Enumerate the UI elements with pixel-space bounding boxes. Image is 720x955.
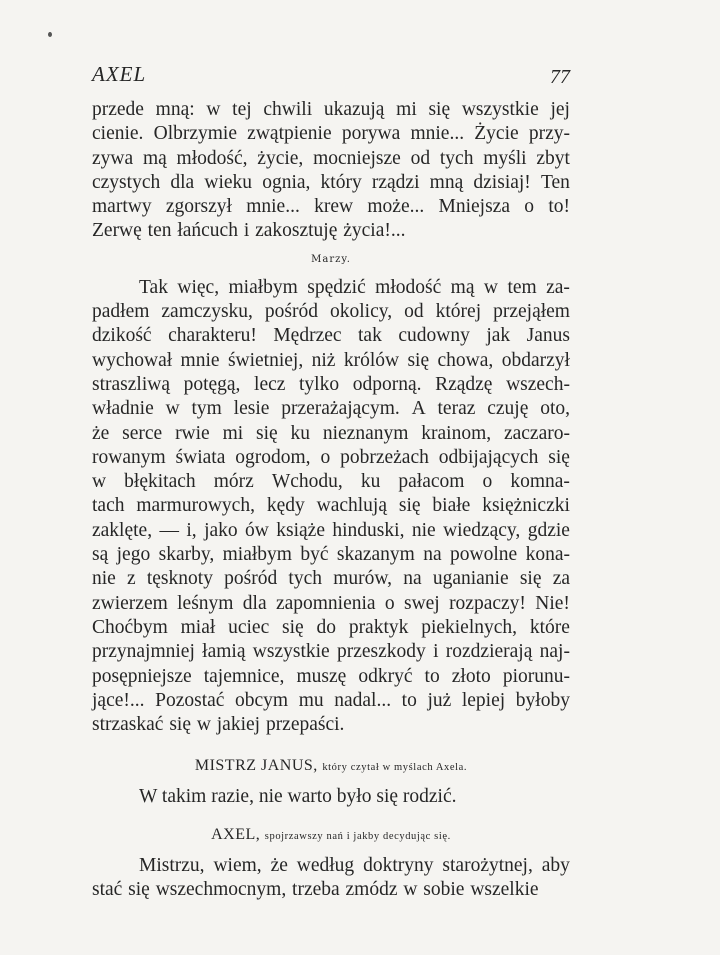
word: zbyt	[536, 147, 570, 169]
stage-direction: Marzy.	[311, 253, 351, 265]
word: mną:	[155, 99, 195, 120]
word: na	[423, 544, 442, 566]
word: przerażającym.	[281, 398, 400, 420]
word: obdarzył	[501, 349, 570, 371]
word: mnie	[180, 349, 220, 371]
word: łamią	[202, 641, 246, 663]
word: złoto	[451, 665, 491, 687]
word: Pozostać	[155, 689, 225, 711]
paragraph-3	[92, 854, 570, 903]
word: Zerwę	[92, 220, 142, 242]
running-title: AXEL	[92, 62, 147, 86]
word: odkryć	[358, 665, 413, 687]
word: o	[482, 471, 493, 493]
text-line	[92, 195, 570, 219]
word: porywa	[341, 123, 401, 145]
word: o	[524, 196, 535, 218]
word: są	[92, 544, 109, 566]
speaker-direction: spojrzawszy nań i jakby decydując się.	[264, 830, 451, 842]
word: posępniejsze	[92, 665, 192, 687]
word: zamczysku,	[161, 301, 253, 323]
word: powolne	[450, 544, 518, 566]
word: doktryny	[363, 854, 434, 876]
word: to!	[548, 196, 570, 218]
ink-speck	[48, 32, 52, 37]
page-body	[92, 98, 570, 902]
word: charakteru!	[168, 325, 257, 347]
word: pałacom	[398, 471, 465, 493]
word: miałbym	[222, 544, 292, 566]
word: oto,	[540, 398, 570, 420]
word: i,	[186, 519, 197, 541]
word: Janus	[526, 325, 570, 347]
word: aby	[541, 854, 570, 876]
word: się	[256, 422, 278, 444]
word: wszechmocnym,	[155, 879, 287, 901]
word: nadal...	[334, 689, 392, 711]
word: cudowny	[398, 325, 470, 347]
word: tak	[358, 325, 382, 347]
word: tach	[92, 495, 125, 517]
word: kędy	[266, 495, 305, 517]
text-line	[92, 519, 570, 543]
word: tym	[191, 398, 222, 420]
text-line	[92, 219, 570, 243]
word: okolicy,	[330, 301, 393, 323]
word: się	[519, 568, 542, 590]
word: wychował	[92, 349, 173, 371]
word: piorunu-	[502, 665, 570, 687]
word: padłem	[92, 301, 150, 323]
word: tem	[507, 276, 537, 298]
word: się	[407, 349, 430, 371]
word: w	[403, 879, 418, 901]
word: teraz	[437, 398, 476, 420]
word: straszliwą	[92, 373, 170, 395]
word: wachlują	[316, 495, 387, 517]
word: potęgą,	[183, 373, 241, 395]
word: rwie	[175, 422, 210, 444]
paragraph-1	[92, 98, 570, 244]
text-line	[92, 640, 570, 664]
word: się	[169, 714, 191, 736]
word: mą	[142, 147, 167, 169]
word: się	[128, 879, 150, 901]
word: i	[433, 641, 439, 663]
word: od	[410, 147, 431, 169]
word: chwili	[263, 99, 313, 120]
speaker-heading-janus	[92, 755, 570, 779]
word: której	[435, 301, 482, 323]
word: nieznanym	[322, 422, 409, 444]
word: o	[320, 446, 331, 468]
word: przeszkody	[336, 641, 426, 663]
text-line	[92, 300, 570, 324]
word: piekielnych,	[421, 616, 518, 638]
word: marmurowych,	[136, 495, 255, 517]
word: to	[401, 689, 417, 711]
word: pośród	[264, 301, 319, 323]
word: chowa,	[437, 349, 494, 371]
word: dla	[242, 592, 267, 614]
word: starożytnej,	[442, 854, 533, 876]
speaker-heading-axel	[92, 824, 570, 848]
word: A	[411, 398, 426, 420]
word: zaczaro-	[503, 422, 570, 444]
word: za-	[546, 276, 570, 298]
word: praktyk	[348, 616, 409, 638]
janus-line	[92, 785, 570, 809]
word: Choćbym	[92, 616, 168, 638]
text-line	[92, 878, 570, 902]
word: —	[159, 519, 179, 541]
word: w	[206, 99, 221, 120]
text-line	[92, 543, 570, 567]
word: białe	[432, 495, 471, 517]
word: świetniej,	[227, 349, 304, 371]
word: w	[165, 398, 180, 420]
word: mi	[396, 99, 417, 120]
word: Mniejsza	[438, 196, 510, 218]
word: nie	[411, 519, 436, 541]
text-line	[92, 616, 570, 640]
word: rozdzierają	[445, 641, 533, 663]
word: już	[427, 689, 452, 711]
word: strzaskać	[92, 714, 164, 736]
word: czuję	[487, 398, 529, 420]
word: mocniejsze	[313, 147, 401, 169]
word: muszę	[296, 665, 347, 687]
word: życia!...	[343, 220, 406, 242]
word: przy-	[528, 123, 570, 145]
word: ukazują	[323, 99, 385, 120]
word: trzeba	[292, 879, 340, 901]
text-line	[92, 147, 570, 171]
text-line	[92, 567, 570, 591]
word: młodość,	[176, 147, 248, 169]
word: do	[316, 616, 337, 638]
word: hinduski,	[332, 519, 405, 541]
word: zwierzem	[92, 592, 168, 614]
word: za	[552, 568, 570, 590]
word: książe	[276, 519, 325, 541]
word: tęsknoty	[146, 568, 213, 590]
word: zwątpienie	[247, 123, 332, 145]
word: że	[92, 422, 110, 444]
word: władnie	[92, 398, 154, 420]
word: spędzić	[307, 276, 366, 298]
word: mu	[298, 689, 324, 711]
text-line	[92, 689, 570, 713]
word: dzikość	[92, 325, 152, 347]
word: lesie	[233, 398, 270, 420]
word: wiedzący,	[443, 519, 521, 541]
text-line	[92, 373, 570, 397]
page-number: 77	[550, 66, 570, 88]
word: wieku	[204, 171, 253, 193]
word: przede	[92, 99, 144, 120]
word: myśli	[483, 147, 527, 169]
word: ogrodom,	[235, 446, 311, 468]
word: jego	[116, 544, 151, 566]
word: murów,	[333, 568, 393, 590]
word: zapomnienia	[275, 592, 376, 614]
word: komna-	[510, 471, 570, 493]
word: przejąłem	[493, 301, 570, 323]
word: tajemnice,	[203, 665, 285, 687]
word: martwy	[92, 196, 152, 218]
word: Rządzę	[435, 373, 493, 395]
word: cienie.	[92, 123, 144, 145]
word: niż	[311, 349, 336, 371]
word: wszech-	[506, 373, 570, 395]
word: który	[320, 171, 362, 193]
word: zmódz	[345, 879, 398, 901]
text-line	[92, 446, 570, 470]
word: przynajmniej	[92, 641, 195, 663]
word: tylko	[299, 373, 340, 395]
word: Mędrzec	[273, 325, 342, 347]
word: tych	[288, 568, 322, 590]
text-line	[92, 397, 570, 421]
word: rozpaczy!	[449, 592, 526, 614]
word: odbijających	[438, 446, 539, 468]
word: serce	[122, 422, 163, 444]
word: błękitach	[124, 471, 196, 493]
word: się	[398, 495, 421, 517]
word: mnie...	[246, 196, 300, 218]
text-line	[92, 494, 570, 518]
word: księżniczki	[482, 495, 570, 517]
word: że	[270, 854, 288, 876]
word: życie,	[257, 147, 304, 169]
word: w	[196, 714, 211, 736]
word: sobie	[423, 879, 465, 901]
text-line	[92, 171, 570, 195]
word: się	[282, 616, 304, 638]
word: jące!...	[92, 689, 145, 711]
word: lecz	[254, 373, 286, 395]
word: wszystkie	[252, 641, 330, 663]
word: odporną.	[352, 373, 422, 395]
word: stać	[92, 879, 123, 901]
word: obcym	[235, 689, 289, 711]
word: zywa	[92, 147, 134, 169]
word: w	[483, 276, 499, 298]
word: uganianie	[432, 568, 509, 590]
word: dla	[170, 171, 195, 193]
word: krew	[314, 196, 354, 218]
janus-line-text: W takim razie, nie warto było się rodzić.	[139, 786, 457, 808]
word: pośród	[224, 568, 278, 590]
word: się	[428, 99, 451, 120]
word: być	[300, 544, 329, 566]
word: miałbym	[228, 276, 298, 298]
word: skazanym	[336, 544, 415, 566]
word: to	[424, 665, 440, 687]
text-line	[92, 324, 570, 348]
word: byłoby	[515, 689, 570, 711]
paragraph-2	[92, 276, 570, 738]
text-line	[92, 470, 570, 494]
word: w	[92, 471, 107, 493]
word: czystych	[92, 171, 161, 193]
text-line	[92, 276, 570, 300]
word: ku	[290, 422, 311, 444]
word: pobrzeżach	[340, 446, 429, 468]
word: uciec	[228, 616, 270, 638]
word: z	[127, 568, 136, 590]
word: królów	[343, 349, 400, 371]
word: więc,	[177, 276, 220, 298]
word: dzisiaj!	[473, 171, 531, 193]
word: jako	[204, 519, 238, 541]
word: ten	[147, 220, 172, 242]
text-line	[92, 592, 570, 616]
word: mnie...	[410, 123, 465, 145]
word: mną	[429, 171, 464, 193]
word: ognia,	[262, 171, 311, 193]
word: może...	[367, 196, 425, 218]
word: świata	[175, 446, 226, 468]
word: mi	[222, 422, 244, 444]
word: od	[404, 301, 424, 323]
word: lepiej	[461, 689, 506, 711]
word: przepaści.	[265, 714, 345, 736]
word: leśnym	[177, 592, 234, 614]
word: Życie	[474, 123, 519, 145]
word: wiem,	[213, 854, 262, 876]
word: swej	[403, 592, 440, 614]
word: wszystkie	[461, 99, 539, 120]
text-line	[92, 122, 570, 146]
word: które	[529, 616, 570, 638]
word: mórz	[213, 471, 254, 493]
word: tych	[439, 147, 474, 169]
page-header	[92, 60, 570, 90]
word: zgorszył	[165, 196, 232, 218]
word: krainom,	[421, 422, 492, 444]
word: mą	[450, 276, 475, 298]
word: gdzie	[527, 519, 570, 541]
word: Ten	[540, 171, 570, 193]
text-line	[92, 422, 570, 446]
word: jej	[550, 99, 570, 120]
word: Wchodu,	[271, 471, 343, 493]
word: skarby,	[158, 544, 215, 566]
word: miał	[180, 616, 216, 638]
word: rządzi	[371, 171, 420, 193]
word: ku	[360, 471, 381, 493]
word: na	[403, 568, 422, 590]
word: Tak	[139, 276, 168, 298]
word: rowanym	[92, 446, 166, 468]
word: według	[296, 854, 355, 876]
word: nie	[92, 568, 116, 590]
word: zakosztuję	[255, 220, 338, 242]
speaker-direction: który czytał w myślach Axela.	[322, 762, 468, 774]
word: jak	[486, 325, 511, 347]
word: wszelkie	[470, 879, 539, 901]
word: Nie!	[535, 592, 570, 614]
text-line	[92, 713, 570, 737]
word: Olbrzymie	[153, 123, 237, 145]
speaker-name: AXEL,	[211, 825, 261, 843]
text-line	[92, 854, 570, 878]
text-line	[92, 665, 570, 689]
word: młodość	[375, 276, 442, 298]
word: ów	[245, 519, 269, 541]
word: kona-	[525, 544, 570, 566]
text-line	[92, 349, 570, 373]
word: się	[548, 446, 570, 468]
word: naj-	[539, 641, 570, 663]
word: o	[384, 592, 395, 614]
text-line	[92, 98, 570, 122]
word: tej	[232, 99, 252, 120]
word: zaklęte,	[92, 519, 153, 541]
word: i	[243, 220, 250, 242]
speaker-name: MISTRZ JANUS,	[194, 757, 318, 775]
word: jakiej	[216, 714, 261, 736]
word: Mistrzu,	[139, 854, 205, 876]
word: łańcuch	[177, 220, 238, 242]
